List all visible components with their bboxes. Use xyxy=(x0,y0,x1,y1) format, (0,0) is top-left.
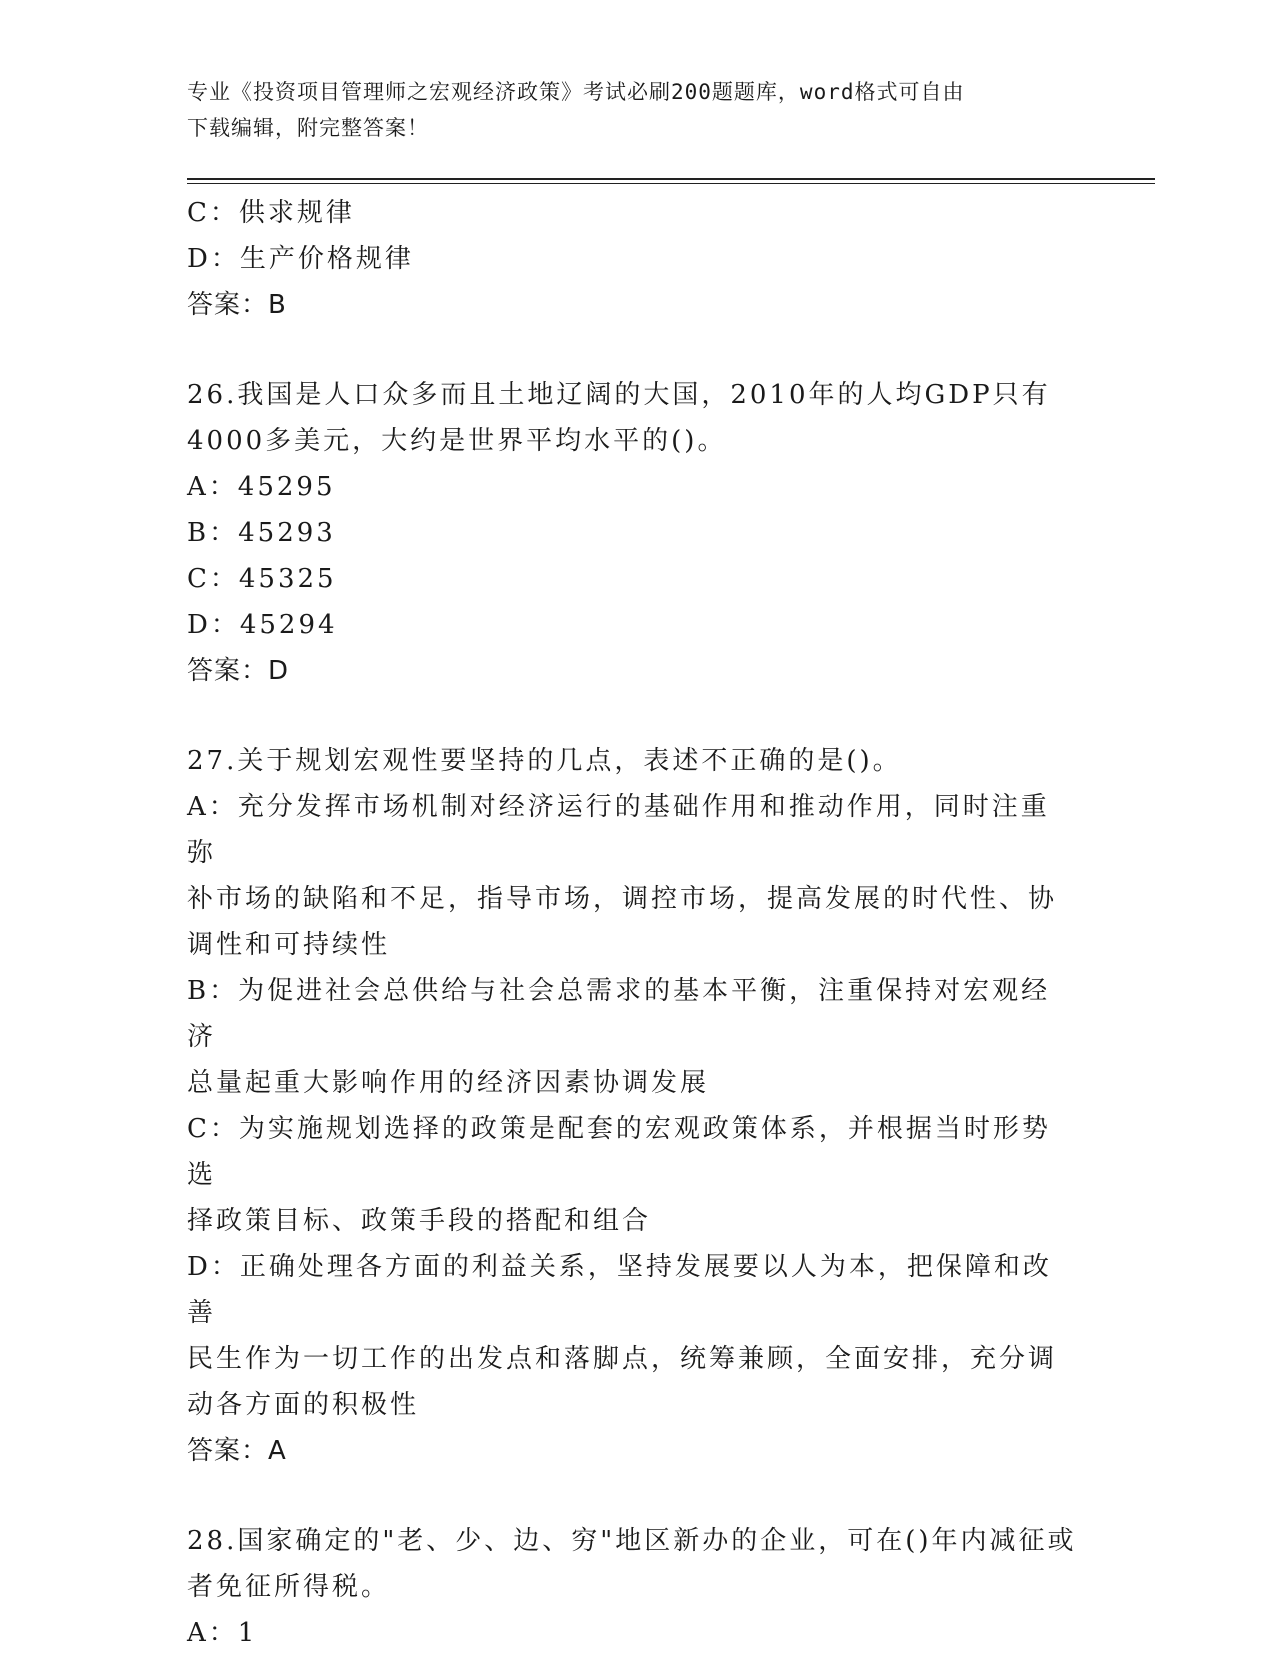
option-c-cont: 择政策目标、政策手段的搭配和组合 xyxy=(187,1206,652,1236)
header-divider-thin xyxy=(187,183,1155,184)
option-d: D：正确处理各方面的利益关系，坚持发展要以人为本，把保障和改善 xyxy=(187,1252,1052,1328)
option-c: C：供求规律 xyxy=(187,198,355,228)
option-d-cont: 民生作为一切工作的出发点和落脚点，统筹兼顾，全面安排，充分调 xyxy=(187,1344,1058,1374)
header-line-2: 下载编辑，附完整答案！ xyxy=(187,116,429,140)
spacer xyxy=(187,1474,1077,1518)
spacer xyxy=(187,328,1077,372)
question-text: 4000多美元，大约是世界平均水平的()。 xyxy=(187,426,727,456)
question-28 xyxy=(187,1518,1077,1656)
question-25-tail xyxy=(187,190,1077,328)
option-d: D：45294 xyxy=(187,610,338,640)
option-a-cont: 调性和可持续性 xyxy=(187,930,391,960)
option-a-cont: 补市场的缺陷和不足，指导市场，调控市场，提高发展的时代性、协 xyxy=(187,884,1058,914)
option-b: B：45293 xyxy=(187,518,336,548)
option-a: A：充分发挥市场机制对经济运行的基础作用和推动作用，同时注重弥 xyxy=(187,792,1050,868)
answer: 答案：D xyxy=(187,656,290,686)
question-text: 28.国家确定的"老、少、边、穷"地区新办的企业，可在()年内减征或 xyxy=(187,1526,1077,1556)
option-b: B：为促进社会总供给与社会总需求的基本平衡，注重保持对宏观经济 xyxy=(187,976,1051,1052)
option-a: A：1 xyxy=(187,1618,258,1648)
answer: 答案：B xyxy=(187,290,287,320)
question-26 xyxy=(187,372,1077,694)
question-27 xyxy=(187,738,1077,1474)
option-b-cont: 总量起重大影响作用的经济因素协调发展 xyxy=(187,1068,710,1098)
option-d-cont: 动各方面的积极性 xyxy=(187,1390,420,1420)
document-header xyxy=(187,74,1067,146)
header-line-1: 专业《投资项目管理师之宏观经济政策》考试必刷200题题库，word格式可自由 xyxy=(187,80,965,104)
option-c: C：45325 xyxy=(187,564,337,594)
question-content xyxy=(187,190,1077,1656)
question-text: 者免征所得税。 xyxy=(187,1572,391,1602)
option-c: C：为实施规划选择的政策是配套的宏观政策体系，并根据当时形势选 xyxy=(187,1114,1051,1190)
option-a: A：45295 xyxy=(187,472,336,502)
question-text: 27.关于规划宏观性要坚持的几点，表述不正确的是()。 xyxy=(187,746,902,776)
spacer xyxy=(187,694,1077,738)
header-divider-thick xyxy=(187,178,1155,180)
question-text: 26.我国是人口众多而且土地辽阔的大国，2010年的人均GDP只有 xyxy=(187,380,1051,410)
answer: 答案：A xyxy=(187,1436,287,1466)
option-d: D：生产价格规律 xyxy=(187,244,414,274)
